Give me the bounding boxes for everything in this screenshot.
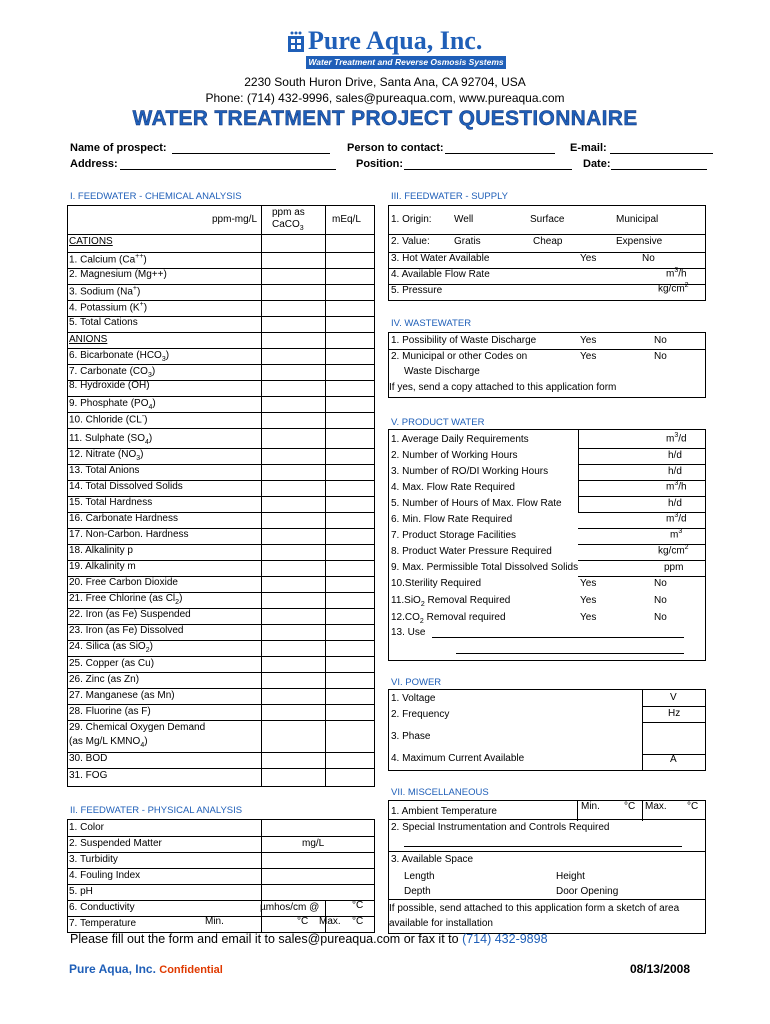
power-frequency-unit: Hz: [668, 708, 681, 719]
prospect-input[interactable]: [172, 153, 330, 154]
row-total-cations: 5. Total Cations: [69, 317, 138, 328]
footer-date: 08/13/2008: [629, 962, 690, 976]
product-max-flow-unit: $m^3/h$: [666, 480, 687, 493]
product-use-input[interactable]: [432, 637, 684, 638]
power-current-unit: A: [670, 754, 677, 765]
ambient-max-degc: °C: [687, 801, 699, 812]
product-max-tds: 9. Max. Permissible Total Dissolved Solids: [391, 562, 579, 573]
email-label: E-mail:: [570, 142, 607, 154]
sterility-yes[interactable]: Yes: [580, 578, 597, 589]
logo: [286, 28, 508, 74]
phys-temp-max-degc: °C: [352, 916, 364, 927]
row-cod-unit: (as Mg/L $KMNO_4$): [69, 736, 148, 749]
row-potassium: 4. Potassium (K+): [69, 301, 148, 314]
product-sio2: 11.SiO$_2$ Removal Required: [391, 595, 511, 608]
phys-turbidity: 3. Turbidity: [69, 854, 118, 865]
product-max-flow-hours: 5. Number of Hours of Max. Flow Rate: [391, 498, 562, 509]
instrumentation-input[interactable]: [404, 846, 682, 847]
header-ppm-as: ppm as: [272, 207, 305, 218]
section-chemical-title: I. FEEDWATER - CHEMICAL ANALYSIS: [70, 191, 242, 202]
phys-temp-min-degc: °C: [297, 916, 309, 927]
origin-surface[interactable]: Surface: [530, 214, 565, 225]
waste-codes-yes[interactable]: Yes: [580, 351, 597, 362]
row-sulphate: 11. Sulphate $(SO_4)$: [69, 433, 153, 446]
ambient-max: Max.: [645, 801, 667, 812]
space-height: Height: [556, 871, 585, 882]
product-use: 13. Use: [391, 627, 426, 638]
phys-suspended: 2. Suspended Matter: [69, 838, 162, 849]
product-working-hours-unit: h/d: [668, 450, 682, 461]
product-co2: $12.CO_2$ Removal required: [391, 612, 506, 625]
product-rodi-hours: 3. Number of RO/DI Working Hours: [391, 466, 549, 477]
footer-fax[interactable]: (714) 432-9898: [462, 932, 548, 946]
row-fog: 31. FOG: [69, 770, 108, 781]
waste-discharge: 1. Possibility of Waste Discharge: [391, 335, 537, 346]
prospect-label: Name of prospect:: [70, 142, 167, 154]
product-daily: 1. Average Daily Requirements: [391, 434, 529, 445]
row-tds: 14. Total Dissolved Solids: [69, 481, 183, 492]
space-length: Length: [404, 871, 435, 882]
hot-water-yes[interactable]: Yes: [580, 253, 597, 264]
value-cheap[interactable]: Cheap: [533, 236, 563, 247]
product-pressure: 8. Product Water Pressure Required: [391, 546, 552, 557]
email-input[interactable]: [610, 153, 713, 154]
waste-codes: 2. Municipal or other Codes on: [391, 351, 528, 362]
logo-text: Pure Aqua, Inc.: [308, 26, 483, 55]
position-input[interactable]: [404, 169, 572, 170]
row-silica: 24. Silica (as SiO$_2$): [69, 641, 153, 654]
row-bicarbonate: 6. Bicarbonate $(HCO_3)$: [69, 350, 170, 363]
waste-discharge-no[interactable]: No: [654, 335, 667, 346]
power-voltage: 1. Voltage: [391, 693, 436, 704]
header-ppm: ppm-mg/L: [212, 214, 258, 225]
flow-rate-unit: $m^3/h$: [666, 267, 687, 280]
product-max-tds-unit: ppm: [664, 562, 684, 573]
product-storage: 7. Product Storage Facilities: [391, 530, 517, 541]
row-magnesium: 2. Magnesium (Mg++): [69, 269, 167, 280]
waste-codes-no[interactable]: No: [654, 351, 667, 362]
power-frequency: 2. Frequency: [391, 709, 450, 720]
header-meq: mEq/L: [332, 214, 361, 225]
misc-note-1: If possible, send attached to this application form a sketch of area: [389, 903, 680, 914]
product-max-flow: 4. Max. Flow Rate Required: [391, 482, 515, 493]
ambient-min-degc: °C: [624, 801, 636, 812]
phys-ph: 5. pH: [69, 886, 93, 897]
section-wastewater-title: IV. WASTEWATER: [391, 318, 472, 329]
supply-origin: 1. Origin:: [391, 214, 432, 225]
section-misc-title: VII. MISCELLANEOUS: [391, 787, 489, 798]
value-gratis[interactable]: Gratis: [454, 236, 481, 247]
space-depth: Depth: [404, 886, 431, 897]
waste-codes-line2: Waste Discharge: [404, 366, 480, 377]
supply-flow-rate: 4. Available Flow Rate: [391, 269, 490, 280]
row-sodium: 3. Sodium (Na+): [69, 285, 141, 298]
product-sterility: 10.Sterility Required: [391, 578, 482, 589]
product-use-input-2[interactable]: [456, 653, 684, 654]
product-max-flow-hours-unit: h/d: [668, 498, 682, 509]
product-storage-unit: $m^3$: [670, 528, 683, 541]
anions-label: ANIONS: [69, 334, 108, 345]
row-free-co2: 20. Free Carbon Dioxide: [69, 577, 178, 588]
section-supply-title: III. FEEDWATER - SUPPLY: [391, 191, 509, 202]
position-label: Position:: [356, 158, 404, 170]
sio2-yes[interactable]: Yes: [580, 595, 597, 606]
misc-instrumentation: 2. Special Instrumentation and Controls Required: [391, 822, 610, 833]
waste-discharge-yes[interactable]: Yes: [580, 335, 597, 346]
row-zinc: 26. Zinc (as Zn): [69, 674, 140, 685]
misc-note-2: available for installation: [389, 918, 493, 929]
supply-hot-water: 3. Hot Water Available: [391, 253, 490, 264]
date-input[interactable]: [611, 169, 707, 170]
hot-water-no[interactable]: No: [642, 253, 655, 264]
address-label: Address:: [70, 158, 118, 170]
water-drop-icon: [286, 30, 306, 54]
phys-fouling: 4. Fouling Index: [69, 870, 141, 881]
section-power-title: VI. POWER: [391, 677, 442, 688]
product-working-hours: 2. Number of Working Hours: [391, 450, 518, 461]
power-phase: 3. Phase: [391, 731, 431, 742]
row-alkalinity-p: 18. Alkalinity p: [69, 545, 133, 556]
phys-conductivity: 6. Conductivity: [69, 902, 135, 913]
product-pressure-unit: $kg/cm^2$: [658, 544, 689, 557]
waste-note: If yes, send a copy attached to this application form: [389, 382, 617, 393]
space-door: Door Opening: [556, 886, 619, 897]
product-min-flow-unit: $m^3/d$: [666, 512, 687, 525]
address-input[interactable]: [120, 169, 336, 170]
row-carbonate-hardness: 16. Carbonate Hardness: [69, 513, 178, 524]
footer-brand-line: Pure Aqua, Inc. Confidential: [69, 962, 223, 976]
product-rodi-hours-unit: h/d: [668, 466, 682, 477]
section-physical-title: II. FEEDWATER - PHYSICAL ANALYSIS: [70, 805, 243, 816]
section-product-title: V. PRODUCT WATER: [391, 417, 485, 428]
row-copper: 25. Copper (as Cu): [69, 658, 155, 669]
row-bod: 30. BOD: [69, 753, 108, 764]
logo-tagline: Water Treatment and Reverse Osmosis Systems: [306, 56, 506, 69]
phys-color: 1. Color: [69, 822, 105, 833]
power-current: 4. Maximum Current Available: [391, 753, 525, 764]
row-free-chlorine: 21. Free Chlorine (as $Cl_2$): [69, 593, 183, 606]
row-manganese: 27. Manganese (as Mn): [69, 690, 175, 701]
co2-no[interactable]: No: [654, 612, 667, 623]
page-title: WATER TREATMENT PROJECT QUESTIONNAIRE: [132, 107, 638, 130]
row-cod: 29. Chemical Oxygen Demand: [69, 722, 206, 733]
misc-space: 3. Available Space: [391, 854, 474, 865]
person-input[interactable]: [445, 153, 555, 154]
company-contact: Phone: (714) 432-9996, sales@pureaqua.com, www.pureaqua.com: [205, 91, 565, 105]
origin-municipal[interactable]: Municipal: [616, 214, 659, 225]
row-carbonate: 7. Carbonate $(CO_3)$: [69, 366, 156, 379]
co2-yes[interactable]: Yes: [580, 612, 597, 623]
pressure-unit: $kg/cm^2$: [658, 282, 689, 295]
phys-temp-max: Max.: [319, 916, 341, 927]
phys-suspended-unit: mg/L: [302, 838, 325, 849]
cations-label: CATIONS: [69, 236, 113, 247]
header-caco3: CaCO$_3$: [272, 219, 304, 232]
row-hydroxide: 8. Hydroxide (OH): [69, 380, 150, 391]
row-iron-suspended: 22. Iron (as Fe) Suspended: [69, 609, 191, 620]
value-expensive[interactable]: Expensive: [616, 236, 663, 247]
footer-instructions: Please fill out the form and email it to sales@pureaqua.com or fax it to (714) 432-9898: [70, 932, 548, 946]
date-label: Date:: [583, 158, 611, 170]
row-calcium: 1. Calcium (Ca++): [69, 253, 147, 266]
row-chloride: 10. Chloride (CL-): [69, 413, 148, 426]
sterility-no[interactable]: No: [654, 578, 667, 589]
row-alkalinity-m: 19. Alkalinity m: [69, 561, 136, 572]
supply-pressure: 5. Pressure: [391, 285, 443, 296]
supply-value: 2. Value:: [391, 236, 430, 247]
misc-ambient-temp: 1. Ambient Temperature: [391, 806, 497, 817]
row-nitrate: 12. Nitrate $(NO_3)$: [69, 449, 144, 462]
row-non-carbon-hardness: 17. Non-Carbon. Hardness: [69, 529, 189, 540]
phys-conductivity-degc: °C: [352, 900, 364, 911]
phys-temperature: 7. Temperature: [69, 918, 137, 929]
product-daily-unit: $m^3/d$: [666, 432, 687, 445]
row-total-anions: 13. Total Anions: [69, 465, 140, 476]
row-fluorine: 28. Fluorine (as F): [69, 706, 151, 717]
product-min-flow: 6. Min. Flow Rate Required: [391, 514, 513, 525]
row-phosphate: 9. Phosphate $(PO_4)$: [69, 398, 156, 411]
row-total-hardness: 15. Total Hardness: [69, 497, 153, 508]
power-voltage-unit: V: [670, 692, 677, 703]
sio2-no[interactable]: No: [654, 595, 667, 606]
person-label: Person to contact:: [347, 142, 444, 154]
row-iron-dissolved: 23. Iron (as Fe) Dissolved: [69, 625, 184, 636]
origin-well[interactable]: Well: [454, 214, 474, 225]
company-address: 2230 South Huron Drive, Santa Ana, CA 92704, USA: [244, 75, 526, 89]
phys-conductivity-unit: µmhos/cm @: [260, 902, 320, 913]
phys-temp-min: Min.: [205, 916, 224, 927]
ambient-min: Min.: [581, 801, 600, 812]
